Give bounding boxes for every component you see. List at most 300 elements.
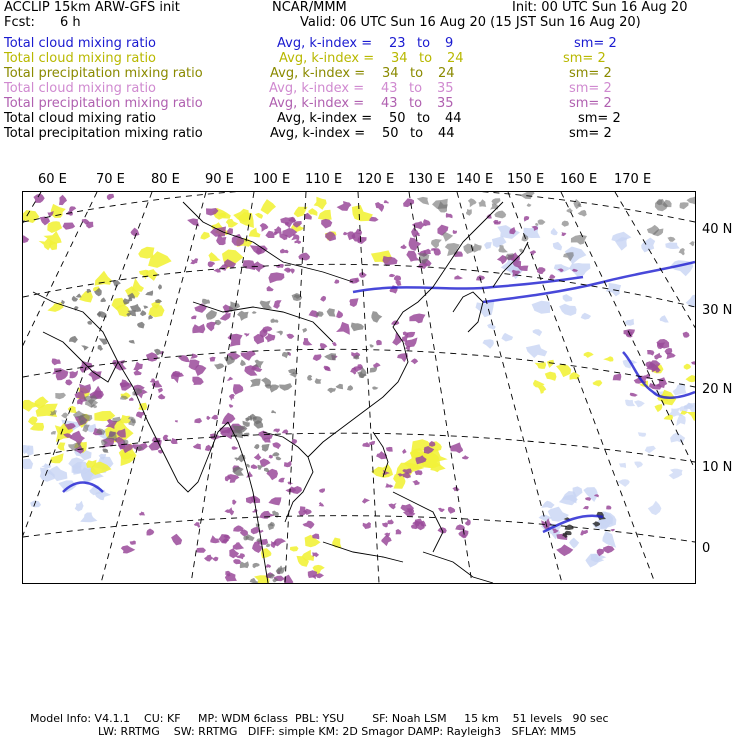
precip-purple-area	[121, 545, 136, 553]
cloud-yellow-area	[233, 209, 249, 222]
cloud-gray-area	[252, 311, 257, 314]
legend-smoothing: sm= 2	[569, 81, 612, 96]
precip-purple-area	[654, 353, 662, 360]
precip-purple-area	[131, 228, 140, 237]
legend-k-to: 24	[438, 66, 455, 81]
precip-purple-area	[192, 324, 205, 334]
cloud-gray-area	[102, 448, 108, 452]
cloud-gray-area	[270, 385, 279, 393]
cloud-gray-area	[253, 563, 260, 568]
longitude-line	[191, 192, 254, 583]
cloud-yellow-area	[290, 546, 299, 551]
cloud-gray-area	[233, 467, 244, 476]
legend-k-from: 34	[391, 51, 408, 66]
cloud-gray-area	[327, 388, 336, 394]
precip-purple-area	[363, 522, 371, 529]
cloud-gray-area	[468, 198, 477, 207]
coastline	[423, 552, 493, 583]
precip-purple-area	[136, 412, 145, 419]
precip-purple-area	[611, 529, 615, 532]
latitude-label: 40 N	[702, 222, 733, 237]
precip-purple-area	[284, 461, 292, 468]
precip-purple-area	[147, 529, 155, 536]
precip-purple-area	[530, 250, 536, 255]
precip-purple-area	[59, 195, 67, 205]
cloud-yellow-area	[200, 232, 210, 240]
cloud-gray-area	[566, 208, 572, 213]
precip-purple-area	[194, 522, 200, 528]
cloud-gray-area	[442, 232, 453, 242]
legend-avg-label: Avg, k-index =	[269, 81, 365, 96]
precip-purple-area	[139, 512, 145, 516]
precip-purple-area	[336, 310, 343, 318]
cloud-yellow-area	[535, 362, 547, 369]
cloud-gray-area	[327, 308, 336, 317]
precip-purple-area	[332, 342, 337, 346]
precip-purple-area	[537, 267, 545, 274]
cloud-gray-area	[262, 444, 270, 452]
precip-purple-area	[411, 358, 419, 364]
legend-k-to: 9	[445, 36, 454, 51]
legend-k-from: 50	[382, 126, 399, 141]
cloud-gray-area	[240, 360, 246, 367]
cloud-blue-area	[569, 538, 579, 549]
cloud-gray-area	[494, 211, 506, 219]
cloud-gray-area	[538, 220, 546, 225]
precip-purple-area	[80, 361, 93, 373]
cloud-gray-area	[466, 209, 472, 216]
cloud-yellow-area	[226, 219, 238, 228]
precip-purple-area	[357, 237, 366, 244]
cloud-gray-area	[123, 440, 128, 445]
precip-purple-area	[276, 264, 284, 268]
cloud-gray-area	[498, 245, 508, 253]
cloud-blue-area	[581, 313, 591, 320]
precip-purple-area	[303, 338, 313, 346]
cloud-gray-area	[202, 299, 210, 305]
map-frame	[22, 191, 696, 584]
cloud-gray-area	[214, 363, 224, 369]
legend-k-from: 43	[381, 81, 398, 96]
cloud-blue-area	[573, 486, 583, 496]
cloud-yellow-area	[47, 221, 62, 233]
cloud-yellow-area	[655, 404, 663, 412]
cloud-gray-area	[51, 431, 56, 435]
cloud-blue-area	[625, 319, 635, 326]
precip-purple-area	[204, 555, 214, 562]
cloud-blue-area	[554, 264, 571, 273]
map-plot	[23, 192, 695, 583]
coastline	[118, 362, 228, 492]
precip-purple-area	[465, 519, 471, 526]
cloud-yellow-area	[94, 411, 115, 421]
cloud-blue-area	[602, 531, 616, 548]
legend-k-to: 35	[437, 96, 454, 111]
precip-purple-area	[392, 332, 401, 346]
cloud-blue-area	[665, 242, 680, 249]
org-label: NCAR/MMM	[272, 0, 347, 15]
legend-to: to	[409, 81, 423, 96]
init-time: Init: 00 UTC Sun 16 Aug 20	[512, 0, 688, 15]
cloud-blue-area	[617, 479, 629, 487]
precip-purple-area	[406, 251, 419, 262]
precip-purple-area	[383, 256, 398, 266]
precip-purple-area	[524, 216, 529, 222]
plot-title: ACCLIP 15km ARW-GFS init	[4, 0, 180, 15]
cloud-yellow-area	[132, 278, 144, 292]
precip-purple-area	[303, 521, 315, 529]
longitude-line	[23, 192, 41, 583]
legend-to: to	[417, 111, 431, 126]
cloud-gray-area	[372, 386, 378, 389]
cloud-blue-area	[563, 294, 573, 302]
coastline	[493, 242, 528, 287]
coastlines	[33, 202, 528, 583]
precip-purple-area	[334, 279, 339, 283]
cloud-blue-area	[75, 501, 84, 512]
precip-purple-area	[405, 346, 411, 351]
cloud-gray-area	[490, 204, 498, 210]
precip-purple-area	[211, 415, 218, 420]
cloud-yellow-area	[664, 415, 673, 421]
longitude-label: 80 E	[151, 172, 180, 187]
legend-to: to	[409, 96, 423, 111]
latitude-label: 10 N	[702, 460, 733, 475]
precip-purple-area	[336, 322, 350, 335]
cloud-yellow-area	[584, 352, 594, 358]
precip-purple-area	[369, 441, 375, 445]
cloud-yellow-area	[545, 372, 557, 381]
latitude-label: 30 N	[702, 303, 733, 318]
longitude-label: 150 E	[507, 172, 545, 187]
precip-purple-area	[52, 359, 61, 366]
precip-purple-area	[666, 353, 676, 360]
precip-purple-area	[561, 232, 566, 236]
cloud-gray-area	[272, 452, 279, 456]
precip-purple-area	[233, 542, 244, 550]
precip-purple-area	[298, 506, 307, 516]
coastline	[33, 292, 118, 362]
cloud-blue-area	[551, 228, 558, 236]
cloud-gray-area	[215, 320, 222, 326]
cloud-yellow-area	[314, 197, 327, 210]
precip-purple-area	[267, 286, 274, 291]
cloud-gray-area	[667, 237, 675, 242]
precip-purple-area	[350, 278, 360, 284]
precip-purple-area	[319, 489, 325, 493]
precip-purple-area	[210, 357, 216, 362]
precip-purple-area	[647, 350, 654, 356]
cloud-gray-area	[324, 353, 336, 360]
precip-purple-area	[497, 255, 507, 264]
cloud-gray-area	[571, 235, 587, 245]
precip-purple-area	[241, 351, 256, 361]
precip-purple-area	[187, 218, 199, 226]
cloud-yellow-area	[318, 210, 332, 221]
cloud-gray-area	[61, 413, 69, 419]
precip-purple-area	[213, 557, 219, 562]
cloud-gray-area	[282, 352, 290, 358]
legend-smoothing: sm= 2	[578, 111, 621, 126]
legend-avg-label: Avg, k-index =	[269, 96, 365, 111]
precip-purple-area	[403, 198, 414, 207]
precip-purple-area	[273, 429, 280, 433]
precip-purple-area	[134, 370, 142, 375]
legend-k-to: 44	[445, 111, 462, 126]
precip-purple-area	[224, 507, 234, 515]
precip-purple-area	[321, 219, 332, 229]
cloud-gray-area	[431, 239, 442, 249]
cloud-blue-area	[638, 432, 646, 436]
precip-purple-area	[384, 200, 389, 203]
precip-purple-area	[450, 442, 463, 453]
cloud-gray-area	[578, 210, 587, 217]
cloud-gray-area	[276, 456, 282, 460]
legend-smoothing: sm= 2	[574, 36, 617, 51]
precip-purple-area	[462, 455, 469, 459]
precip-purple-area	[69, 206, 76, 211]
cloud-gray-area	[254, 444, 259, 449]
legend-avg-label: Avg, k-index =	[277, 36, 373, 51]
cloud-gray-area	[143, 306, 148, 309]
cloud-yellow-area	[47, 302, 63, 312]
precip-purple-area	[320, 296, 326, 302]
cloud-yellow-area	[255, 213, 263, 219]
cloud-yellow-area	[138, 247, 154, 259]
legend-field-name: Total precipitation mixing ratio	[4, 66, 203, 81]
cloud-yellow-area	[249, 228, 261, 238]
precip-purple-area	[376, 340, 382, 345]
precip-purple-area	[382, 522, 388, 527]
cloud-yellow-area	[547, 360, 554, 368]
precip-purple-area	[280, 249, 289, 254]
model-info-line1: Model Info: V4.1.1 CU: KF MP: WDM 6class PBL: YSU SF: Noah LSM 15 km 51 levels 90 sec	[30, 712, 609, 725]
cloud-blue-area	[553, 242, 562, 251]
precip-purple-area	[388, 503, 396, 510]
precip-purple-area	[320, 343, 328, 349]
precip-purple-area	[298, 253, 310, 261]
precip-purple-area	[23, 235, 29, 243]
cloud-yellow-area	[58, 442, 66, 450]
precip-purple-area	[265, 564, 271, 568]
precip-purple-area	[312, 552, 319, 557]
precip-purple-area	[268, 497, 281, 505]
legend-avg-label: Avg, k-index =	[277, 111, 373, 126]
cloud-blue-area	[686, 294, 695, 308]
forecast-label: Fcst:	[4, 15, 35, 30]
precip-purple-area	[171, 534, 182, 546]
legend-to: to	[410, 126, 424, 141]
precip-purple-area	[394, 275, 401, 281]
longitude-label: 170 E	[614, 172, 652, 187]
cloud-blue-area	[648, 501, 662, 515]
legend-smoothing: sm= 2	[569, 96, 612, 111]
legend-k-from: 43	[381, 96, 398, 111]
precip-purple-area	[210, 535, 220, 543]
precip-purple-area	[375, 202, 384, 212]
cloud-yellow-area	[686, 375, 696, 382]
cloud-gray-area	[206, 310, 217, 320]
precip-purple-area	[389, 274, 396, 277]
precip-purple-area	[362, 442, 370, 447]
cloud-gray-area	[137, 322, 145, 329]
precip-purple-area	[349, 298, 358, 307]
cloud-blue-area	[484, 242, 492, 249]
precip-purple-area	[232, 499, 237, 505]
cloud-blue-area	[483, 339, 494, 349]
precip-purple-area	[194, 418, 202, 423]
precip-purple-area	[220, 313, 231, 321]
cloud-yellow-area	[50, 453, 64, 463]
precip-purple-area	[630, 393, 638, 397]
cloud-gray-area	[271, 410, 276, 413]
precip-purple-area	[130, 541, 136, 545]
cloud-blue-area	[645, 446, 656, 454]
cloud-yellow-area	[371, 464, 393, 477]
cloud-blue-area	[634, 462, 643, 469]
precip-purple-area	[158, 388, 163, 393]
latitude-line	[23, 516, 695, 542]
precip-purple-area	[193, 444, 201, 450]
precip-purple-area	[233, 559, 241, 564]
cloud-gray-area	[371, 311, 382, 323]
precip-purple-area	[409, 314, 425, 324]
cloud-blue-area	[634, 400, 645, 407]
cloud-blue-area	[559, 304, 576, 316]
cloud-gray-area	[242, 433, 250, 437]
precip-purple-area	[192, 377, 204, 385]
longitude-label: 90 E	[205, 172, 234, 187]
cloud-blue-area	[660, 315, 669, 322]
cloud-gray-area	[87, 321, 92, 325]
cloud-blue-area	[487, 323, 496, 330]
legend-to: to	[417, 36, 431, 51]
cloud-gray-area	[307, 375, 312, 381]
precip-purple-area	[229, 404, 234, 407]
legend-k-to: 44	[438, 126, 455, 141]
precip-purple-area	[260, 223, 269, 232]
precip-purple-area	[190, 258, 198, 264]
cloud-blue-area	[533, 329, 543, 336]
legend-k-from: 23	[389, 36, 406, 51]
cloud-gray-area	[264, 468, 269, 473]
precip-purple-area	[556, 544, 573, 556]
precip-purple-area	[412, 480, 420, 485]
cloud-gray-area	[370, 368, 378, 373]
valid-time: Valid: 06 UTC Sun 16 Aug 20 (15 JST Sun 16 Aug 20)	[300, 15, 641, 30]
cloud-gray-area	[100, 297, 106, 302]
precip-purple-area	[274, 226, 282, 234]
legend-avg-label: Avg, k-index =	[270, 66, 366, 81]
precip-purple-area	[683, 332, 690, 338]
longitude-label: 110 E	[305, 172, 343, 187]
precip-purple-area	[396, 529, 402, 534]
precip-purple-area	[343, 232, 348, 236]
cloud-gray-area	[302, 328, 307, 333]
precip-purple-area	[206, 416, 210, 420]
cloud-gray-area	[478, 199, 486, 207]
cloud-yellow-area	[687, 412, 696, 421]
precip-purple-area	[313, 354, 322, 361]
precip-purple-area	[603, 546, 615, 554]
precip-purple-area	[409, 238, 422, 251]
precip-purple-area	[254, 334, 265, 345]
cloud-gray-area	[235, 458, 240, 462]
cloud-gray-area	[76, 294, 82, 298]
legend-field-name: Total cloud mixing ratio	[4, 51, 157, 66]
precip-purple-area	[270, 541, 276, 548]
cloud-blue-area	[625, 400, 635, 407]
cloud-gray-area	[81, 346, 89, 351]
precip-purple-area	[606, 506, 611, 510]
cloud-blue-area	[80, 513, 97, 523]
precip-purple-area	[294, 240, 301, 245]
cloud-yellow-area	[139, 270, 149, 280]
cloud-gray-area	[158, 284, 162, 290]
precip-purple-area	[395, 281, 401, 286]
precip-purple-area	[63, 223, 76, 230]
cloud-yellow-area	[593, 380, 603, 386]
precip-purple-area	[583, 506, 589, 510]
precip-purple-area	[286, 334, 294, 339]
precip-purple-area	[454, 275, 463, 279]
legend-field-name: Total precipitation mixing ratio	[4, 96, 203, 111]
latitude-label: 20 N	[702, 382, 733, 397]
precip-purple-area	[252, 509, 257, 512]
precip-purple-area	[268, 272, 284, 283]
cloud-blue-area	[73, 465, 82, 474]
precip-purple-area	[265, 231, 274, 238]
cloud-yellow-area	[352, 205, 373, 221]
longitude-label: 70 E	[96, 172, 125, 187]
longitude-label: 130 E	[408, 172, 446, 187]
longitude-label: 100 E	[253, 172, 291, 187]
cloud-gray-area	[240, 561, 249, 568]
cloud-gray-area	[250, 379, 261, 388]
cloud-yellow-area	[95, 271, 112, 286]
precip-purple-area	[65, 379, 72, 385]
precip-purple-area	[251, 464, 258, 469]
cloud-yellow-area	[208, 252, 220, 261]
precip-purple-area	[86, 222, 93, 229]
precip-purple-area	[208, 261, 215, 267]
precip-purple-area	[129, 397, 134, 400]
precip-purple-area	[415, 470, 423, 475]
precip-purple-area	[273, 300, 281, 309]
legend-to: to	[410, 66, 424, 81]
cloud-gray-area	[246, 464, 250, 468]
precip-purple-area	[263, 326, 273, 333]
cloud-gray-area	[527, 203, 532, 207]
precip-purple-area	[233, 384, 244, 394]
precip-purple-area	[150, 378, 156, 382]
precip-purple-area	[423, 219, 430, 226]
precip-purple-area	[196, 548, 206, 553]
precip-purple-area	[158, 394, 166, 400]
cloud-gray-area	[370, 344, 374, 347]
cloud-blue-area	[526, 344, 547, 358]
precip-purple-area	[549, 275, 555, 280]
latitude-label: 0	[702, 541, 711, 556]
coastline	[443, 202, 503, 272]
precip-purple-area	[387, 519, 394, 524]
cloud-gray-area	[256, 524, 261, 528]
cloud-blue-area	[619, 463, 626, 468]
precip-purple-area	[107, 194, 114, 200]
precip-purple-area	[373, 363, 380, 368]
precip-purple-area	[291, 439, 297, 445]
cloud-yellow-area	[684, 364, 691, 370]
